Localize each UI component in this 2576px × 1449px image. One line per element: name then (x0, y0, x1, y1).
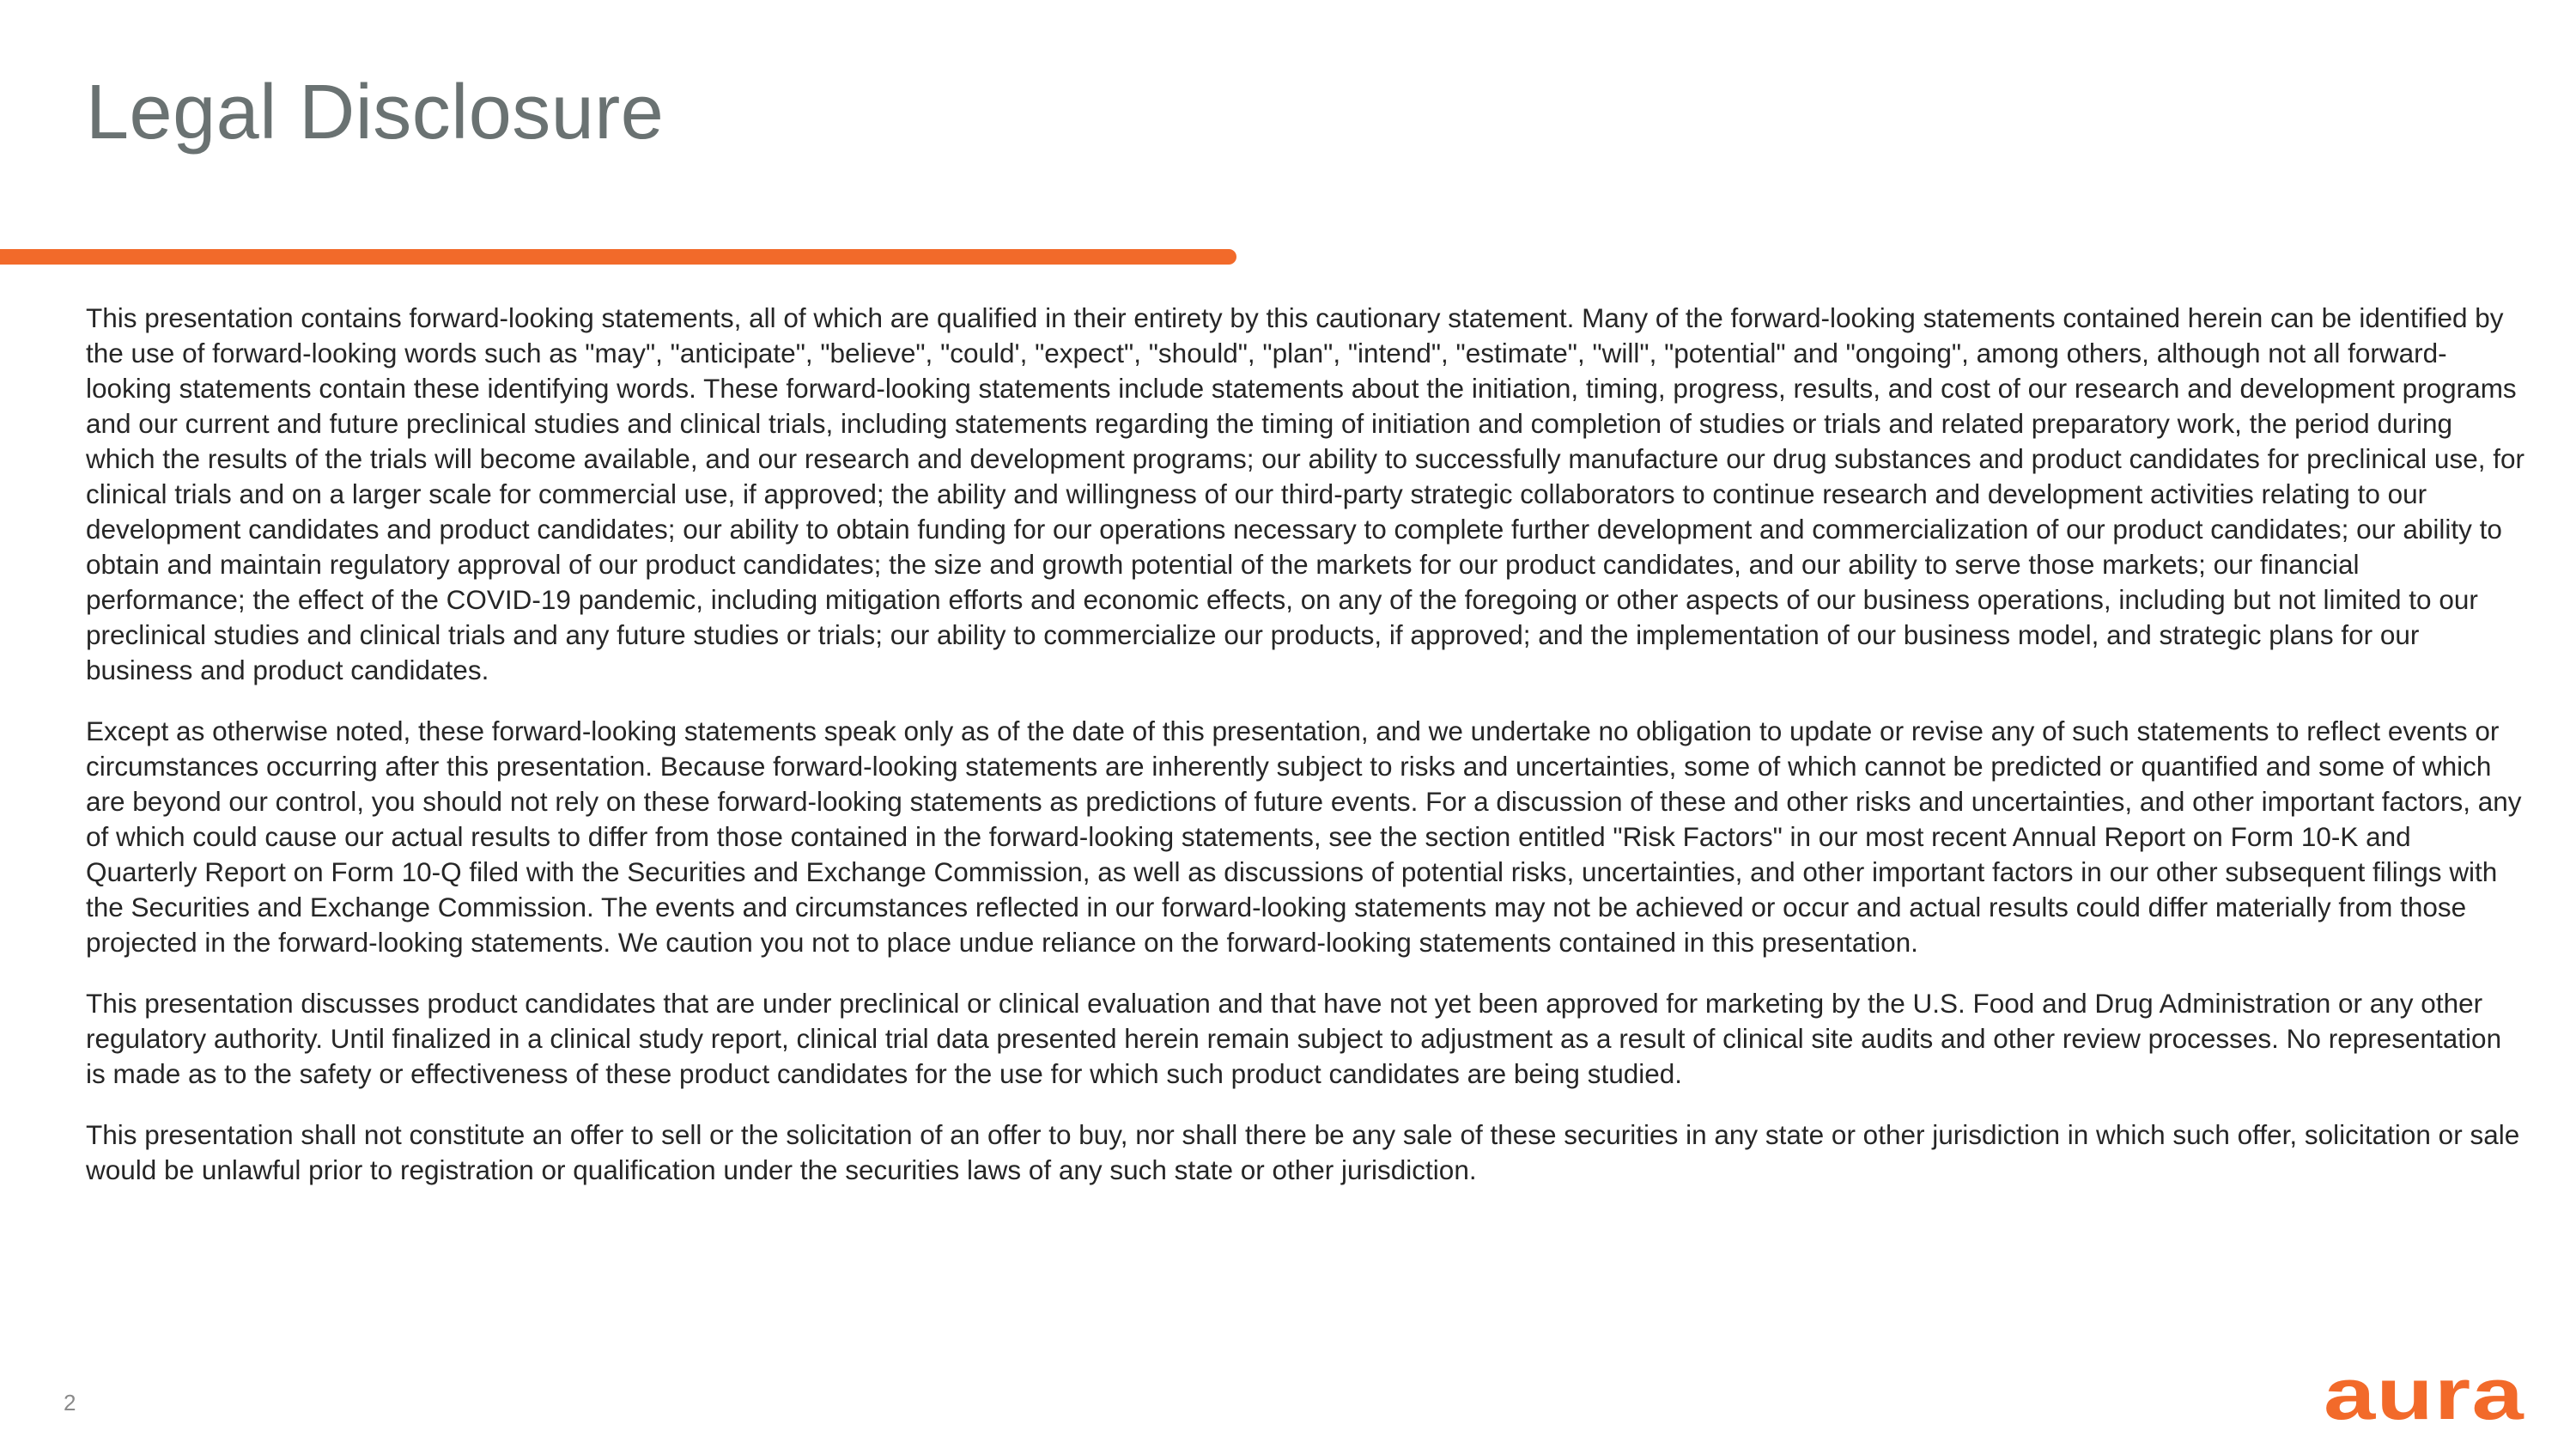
aura-logo (2324, 1367, 2526, 1428)
disclosure-paragraph-3: This presentation discusses product candidates that are under preclinical or clinical evaluation and that have not yet been approved for marketing by the U.S. Food and Drug Administration or any other regulatory authority. Until finalized in a clinical study report, clinical trial data presented herein remain subject to adjustment as a result of clinical site audits and other review processes. No representation is made as to the safety or effectiveness of these product candidates for the use for which such product candidates are being studied. (86, 988, 2502, 1089)
slide-title: Legal Disclosure (86, 70, 665, 155)
disclosure-paragraph-4: This presentation shall not constitute an offer to sell or the solicitation of an offer to buy, nor shall there be any sale of these securities in any state or other jurisdiction in which such offer, solicitation or sale would be unlawful prior to registration or qualification under the securities laws of any such state or other jurisdiction. (86, 1119, 2520, 1185)
disclosure-paragraph-2: Except as otherwise noted, these forward-looking statements speak only as of the date of this presentation, and we undertake no obligation to update or revise any of such statements to reflect events or circumstances occurring after this presentation. Because forward-looking statements are inherently subject to risks and uncertainties, some of which cannot be predicted or quantified and some of which are beyond our control, you should not rely on these forward-looking statements as predictions of future events. For a discussion of these and other risks and uncertainties, and other important factors, any of which could cause our actual results to differ from those contained in the forward-looking statements, see the section entitled "Risk Factors" in our most recent Annual Report on Form 10-K and Quarterly Report on Form 10-Q filed with the Securities and Exchange Commission, as well as discussions of potential risks, uncertainties, and other important factors in our other subsequent filings with the Securities and Exchange Commission. The events and circumstances reflected in our forward-looking statements may not be achieved or occur and actual results could differ materially from those projected in the forward-looking statements. We caution you not to place undue reliance on the forward-looking statements contained in this presentation. (86, 715, 2522, 958)
accent-divider (0, 249, 1236, 265)
page-number: 2 (64, 1390, 76, 1416)
svg-text:aura: aura (2324, 1367, 2525, 1428)
disclosure-paragraph-1: This presentation contains forward-looking statements, all of which are qualified in their entirety by this cautionary statement. Many of the forward-looking statements contained herein can be identified by the use of forward-looking words such as "may", "anticipate", "believe", "could', "expect", "should", "plan", "intend", "estimate", "will", "potential" and "ongoing", among others, although not all forward-looking statements contain these identifying words. These forward-looking statements include statements about the initiation, timing, progress, results, and cost of our research and development programs and our current and future preclinical studies and clinical trials, including statements regarding the timing of initiation and completion of studies or trials and related preparatory work, the period during which the results of the trials will become available, and our research and development programs; our ability to successfully manufacture our drug substances and product candidates for preclinical use, for clinical trials and on a larger scale for commercial use, if approved; the ability and willingness of our third-party strategic collaborators to continue research and development activities relating to our development candidates and product candidates; our ability to obtain funding for our operations necessary to complete further development and commercialization of our product candidates; our ability to obtain and maintain regulatory approval of our product candidates; the size and growth potential of the markets for our product candidates, and our ability to serve those markets; our financial performance; the effect of the COVID-19 pandemic, including mitigation efforts and economic effects, on any of the foregoing or other aspects of our business operations, including but not limited to our preclinical studies and clinical trials and any future studies or trials; our ability to commercialize our products, if approved; and the implementation of our business model, and strategic plans for our business and product candidates. (86, 302, 2524, 685)
disclosure-body (86, 301, 2524, 1214)
